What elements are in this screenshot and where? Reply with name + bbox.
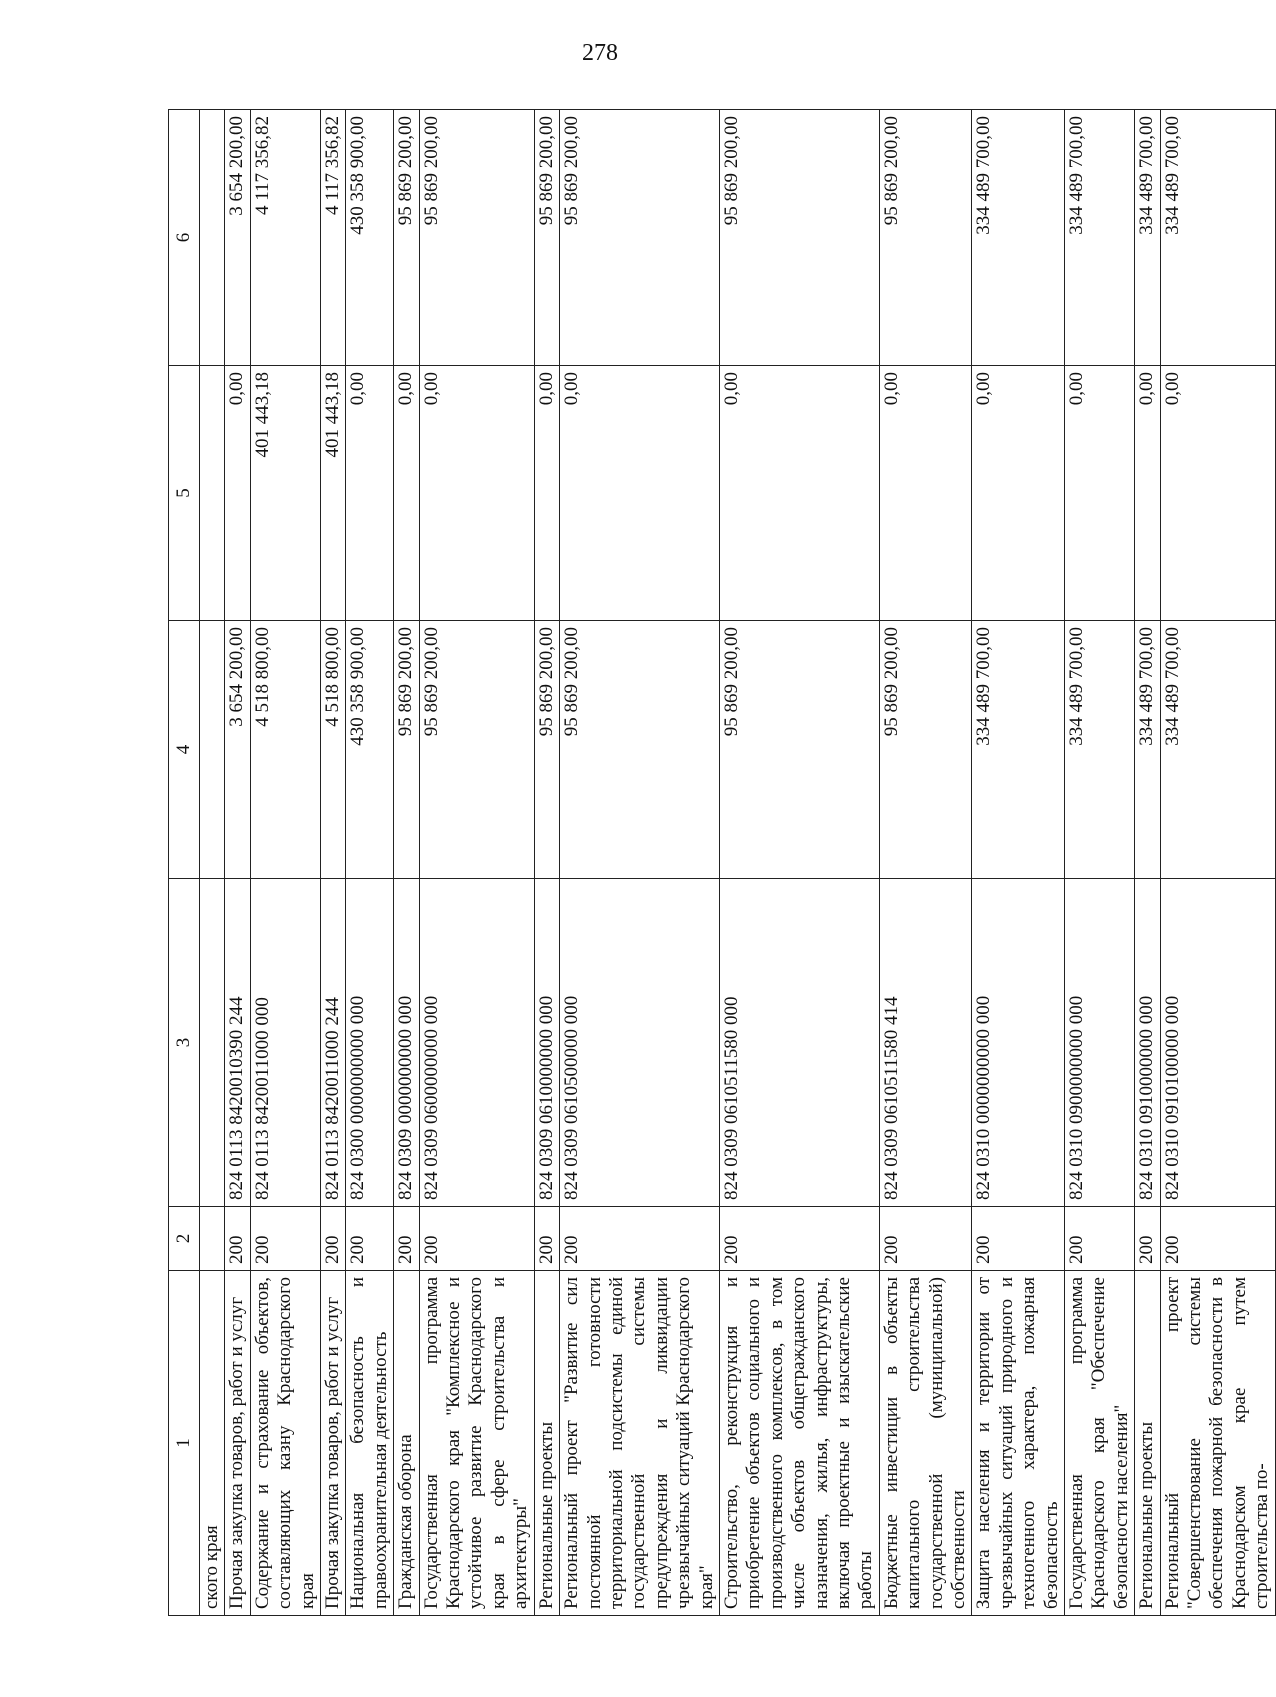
- row-col2: 200: [534, 1207, 559, 1271]
- budget-table: [168, 109, 1276, 1616]
- row-col6: 334 489 700,00: [972, 110, 1065, 366]
- row-name: Гражданская оборона: [394, 1271, 419, 1616]
- row-code: 824 0309 0610511580 414: [879, 879, 972, 1207]
- row-col4: 4 518 800,00: [250, 621, 320, 879]
- row-col5: 0,00: [346, 366, 394, 621]
- header-col-4: 4: [169, 621, 200, 879]
- row-col6: 95 869 200,00: [879, 110, 972, 366]
- header-col-3: 3: [169, 879, 200, 1207]
- table-row: [972, 110, 1065, 1616]
- table-row: [879, 110, 972, 1616]
- row-col2: 200: [1135, 1207, 1160, 1271]
- row-col2: 200: [560, 1207, 720, 1271]
- row-col2: 200: [879, 1207, 972, 1271]
- row-name: Национальная безопасность и правоохранительная деятельность: [346, 1271, 394, 1616]
- row-col6: 95 869 200,00: [419, 110, 534, 366]
- row-col2: 200: [346, 1207, 394, 1271]
- row-col4: 334 489 700,00: [972, 621, 1065, 879]
- row-col5: 0,00: [1065, 366, 1135, 621]
- row-code: 824 0113 8420011000 000: [250, 879, 320, 1207]
- row-name: Прочая закупка товаров, работ и услуг: [321, 1271, 346, 1616]
- table-row: [534, 110, 559, 1616]
- row-name: Региональные проекты: [534, 1271, 559, 1616]
- table-row: [1160, 110, 1275, 1616]
- rotated-table: [168, 110, 1273, 1616]
- row-code: 824 0113 8420011000 244: [321, 879, 346, 1207]
- table-row: [250, 110, 320, 1616]
- row-col5: 401 443,18: [250, 366, 320, 621]
- row-col5: 0,00: [879, 366, 972, 621]
- row-col2: 200: [972, 1207, 1065, 1271]
- row-code: 824 0310 0900000000 000: [1065, 879, 1135, 1207]
- row-code: 824 0309 0000000000 000: [394, 879, 419, 1207]
- row-col5: 0,00: [225, 366, 250, 621]
- row-col4: 95 869 200,00: [879, 621, 972, 879]
- row-col6: 334 489 700,00: [1135, 110, 1160, 366]
- page-number: 278: [582, 40, 618, 66]
- row-col4: 430 358 900,00: [346, 621, 394, 879]
- row-col6: 430 358 900,00: [346, 110, 394, 366]
- row-col4: 95 869 200,00: [534, 621, 559, 879]
- row-col2: 200: [321, 1207, 346, 1271]
- row-col4: 334 489 700,00: [1135, 621, 1160, 879]
- row-col5: [200, 366, 225, 621]
- row-col2: 200: [225, 1207, 250, 1271]
- row-col6: [200, 110, 225, 366]
- row-code: 824 0310 0000000000 000: [972, 879, 1065, 1207]
- table-row: [560, 110, 720, 1616]
- header-row: [169, 110, 200, 1616]
- row-name: Строительство, реконструкция и приобретение объектов социального и производственного комплексов, в том числе объектов общегражданского назначения, жилья, инфраструктуры, включая проектные и изыскательские работы: [719, 1271, 879, 1616]
- row-col5: 0,00: [560, 366, 720, 621]
- table-row: [225, 110, 250, 1616]
- table-container: [168, 110, 1273, 1616]
- row-col6: 334 489 700,00: [1160, 110, 1275, 366]
- row-col4: 334 489 700,00: [1065, 621, 1135, 879]
- row-col6: 95 869 200,00: [719, 110, 879, 366]
- row-col4: 95 869 200,00: [719, 621, 879, 879]
- row-code: 824 0309 0600000000 000: [419, 879, 534, 1207]
- row-name: Прочая закупка товаров, работ и услуг: [225, 1271, 250, 1616]
- row-name: ского края: [200, 1271, 225, 1616]
- row-col6: 95 869 200,00: [394, 110, 419, 366]
- table-row: [719, 110, 879, 1616]
- row-col4: 3 654 200,00: [225, 621, 250, 879]
- row-col5: 401 443,18: [321, 366, 346, 621]
- row-col4: 95 869 200,00: [419, 621, 534, 879]
- row-col5: 0,00: [1160, 366, 1275, 621]
- row-col5: 0,00: [719, 366, 879, 621]
- row-code: 824 0309 0610500000 000: [560, 879, 720, 1207]
- table-row: [394, 110, 419, 1616]
- table-body: [200, 110, 1276, 1616]
- row-col6: 95 869 200,00: [560, 110, 720, 366]
- table-row: [1065, 110, 1135, 1616]
- row-col2: 200: [1160, 1207, 1275, 1271]
- row-code: 824 0310 0910100000 000: [1160, 879, 1275, 1207]
- row-name: Защита населения и территории от чрезвычайных ситуаций природного и техногенного характера, пожарная безопасность: [972, 1271, 1065, 1616]
- row-name: Бюджетные инвестиции в объекты капитального строительства государственной (муниципальной) собственности: [879, 1271, 972, 1616]
- table-row: [1135, 110, 1160, 1616]
- row-name: Региональный проект "Совершенствование системы обеспечения пожарной безопасности в Краснодарском крае путем строительства по-: [1160, 1271, 1275, 1616]
- row-col5: 0,00: [972, 366, 1065, 621]
- row-col2: 200: [250, 1207, 320, 1271]
- row-col4: 4 518 800,00: [321, 621, 346, 879]
- table-row: [346, 110, 394, 1616]
- row-col4: 95 869 200,00: [394, 621, 419, 879]
- row-code: [200, 879, 225, 1207]
- row-code: 824 0309 0610511580 000: [719, 879, 879, 1207]
- row-col2: 200: [719, 1207, 879, 1271]
- row-col2: 200: [419, 1207, 534, 1271]
- row-col6: 95 869 200,00: [534, 110, 559, 366]
- row-col5: 0,00: [419, 366, 534, 621]
- row-col5: 0,00: [1135, 366, 1160, 621]
- row-col6: 3 654 200,00: [225, 110, 250, 366]
- row-col2: 200: [1065, 1207, 1135, 1271]
- header-col-2: 2: [169, 1207, 200, 1271]
- row-col2: 200: [394, 1207, 419, 1271]
- row-col2: [200, 1207, 225, 1271]
- row-col6: 334 489 700,00: [1065, 110, 1135, 366]
- row-code: 824 0310 0910000000 000: [1135, 879, 1160, 1207]
- row-name: Региональный проект "Развитие сил постоянной готовности территориальной подсистемы единой государственной системы предупреждения и ликвидации чрезвычайных ситуаций Краснодарского края": [560, 1271, 720, 1616]
- header-col-5: 5: [169, 366, 200, 621]
- row-name: Региональные проекты: [1135, 1271, 1160, 1616]
- row-name: Государственная программа Краснодарского края "Обеспечение безопасности населения": [1065, 1271, 1135, 1616]
- row-name: Государственная программа Краснодарского края "Комплексное и устойчивое развитие Краснодарского края в сфере строительства и архитектуры": [419, 1271, 534, 1616]
- row-code: 824 0113 8420010390 244: [225, 879, 250, 1207]
- row-col5: 0,00: [394, 366, 419, 621]
- row-col4: 334 489 700,00: [1160, 621, 1275, 879]
- table-row: [321, 110, 346, 1616]
- row-col5: 0,00: [534, 366, 559, 621]
- row-col6: 4 117 356,82: [321, 110, 346, 366]
- table-row: [200, 110, 225, 1616]
- row-col4: [200, 621, 225, 879]
- row-name: Содержание и страхование объектов, составляющих казну Краснодарского края: [250, 1271, 320, 1616]
- row-col6: 4 117 356,82: [250, 110, 320, 366]
- row-col4: 95 869 200,00: [560, 621, 720, 879]
- row-code: 824 0309 0610000000 000: [534, 879, 559, 1207]
- row-code: 824 0300 0000000000 000: [346, 879, 394, 1207]
- header-col-1: 1: [169, 1271, 200, 1616]
- table-row: [419, 110, 534, 1616]
- header-col-6: 6: [169, 110, 200, 366]
